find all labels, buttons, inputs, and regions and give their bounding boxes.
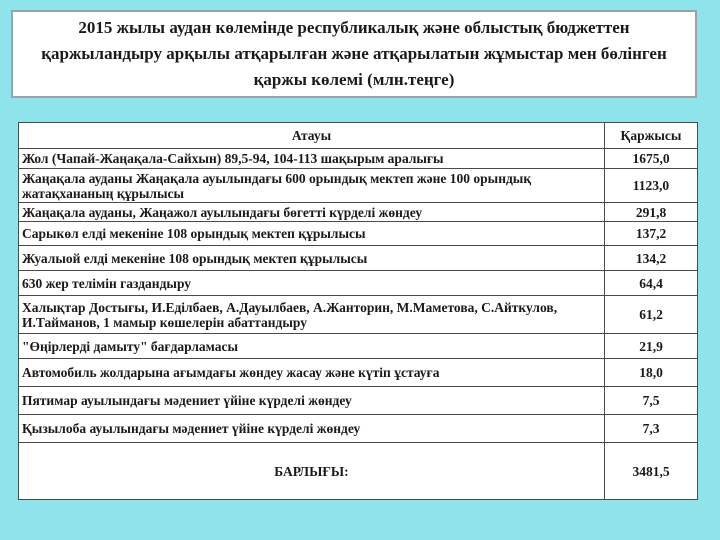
table-row bbox=[19, 415, 698, 443]
column-header-amount: Қаржысы bbox=[605, 123, 698, 149]
table-row bbox=[19, 387, 698, 415]
total-amount: 3481,5 bbox=[605, 443, 698, 500]
budget-table-container bbox=[18, 122, 697, 499]
row-amount: 137,2 bbox=[605, 222, 698, 246]
row-amount: 1675,0 bbox=[605, 149, 698, 169]
table-row bbox=[19, 359, 698, 387]
page-title: 2015 жылы аудан көлемінде республикалық және облыстық бюджеттен қаржыландыру арқылы атқарылған және атқарылатын жұмыстар мен бөлінген қаржы көлемі (млн.теңге) bbox=[41, 18, 667, 89]
row-amount: 1123,0 bbox=[605, 169, 698, 203]
row-name: Қызылоба ауылындағы мәдениет үйіне күрделі жөндеу bbox=[19, 415, 605, 443]
title-box bbox=[11, 10, 697, 98]
row-name: Пятимар ауылындағы мәдениет үйіне күрделі жөндеу bbox=[19, 387, 605, 415]
row-name: 630 жер телімін газдандыру bbox=[19, 271, 605, 296]
table-row bbox=[19, 169, 698, 203]
row-name: Жаңақала ауданы, Жаңажол ауылындағы бөгетті күрделі жөндеу bbox=[19, 203, 605, 222]
table-row bbox=[19, 246, 698, 271]
row-amount: 7,5 bbox=[605, 387, 698, 415]
row-amount: 64,4 bbox=[605, 271, 698, 296]
row-amount: 291,8 bbox=[605, 203, 698, 222]
table-row bbox=[19, 296, 698, 334]
row-name: Сарыкөл елді мекеніне 108 орындық мектеп құрылысы bbox=[19, 222, 605, 246]
row-amount: 18,0 bbox=[605, 359, 698, 387]
column-header-name: Атауы bbox=[19, 123, 605, 149]
row-amount: 61,2 bbox=[605, 296, 698, 334]
row-amount: 7,3 bbox=[605, 415, 698, 443]
table-total-row bbox=[19, 443, 698, 500]
row-name: Автомобиль жолдарына ағымдағы жөндеу жасау және күтіп ұстауға bbox=[19, 359, 605, 387]
table-row bbox=[19, 203, 698, 222]
table-row bbox=[19, 334, 698, 359]
table-row bbox=[19, 271, 698, 296]
table-header-row bbox=[19, 123, 698, 149]
row-amount: 21,9 bbox=[605, 334, 698, 359]
table-row bbox=[19, 149, 698, 169]
row-name: Халықтар Достығы, И.Еділбаев, А.Дауылбаев, А.Жанторин, М.Маметова, С.Айткулов, И.Тайманов, 1 мамыр көшелерін абаттандыру bbox=[19, 296, 605, 334]
total-label: БАРЛЫҒЫ: bbox=[19, 443, 605, 500]
row-name: "Өңірлерді дамыту" бағдарламасы bbox=[19, 334, 605, 359]
budget-table bbox=[18, 122, 698, 500]
table-row bbox=[19, 222, 698, 246]
row-name: Жаңақала ауданы Жаңақала ауылындағы 600 орындық мектеп және 100 орындық жатақхананың құрылысы bbox=[19, 169, 605, 203]
row-name: Жуалыой елді мекеніне 108 орындық мектеп құрылысы bbox=[19, 246, 605, 271]
row-amount: 134,2 bbox=[605, 246, 698, 271]
row-name: Жол (Чапай-Жаңақала-Сайхын) 89,5-94, 104-113 шақырым аралығы bbox=[19, 149, 605, 169]
